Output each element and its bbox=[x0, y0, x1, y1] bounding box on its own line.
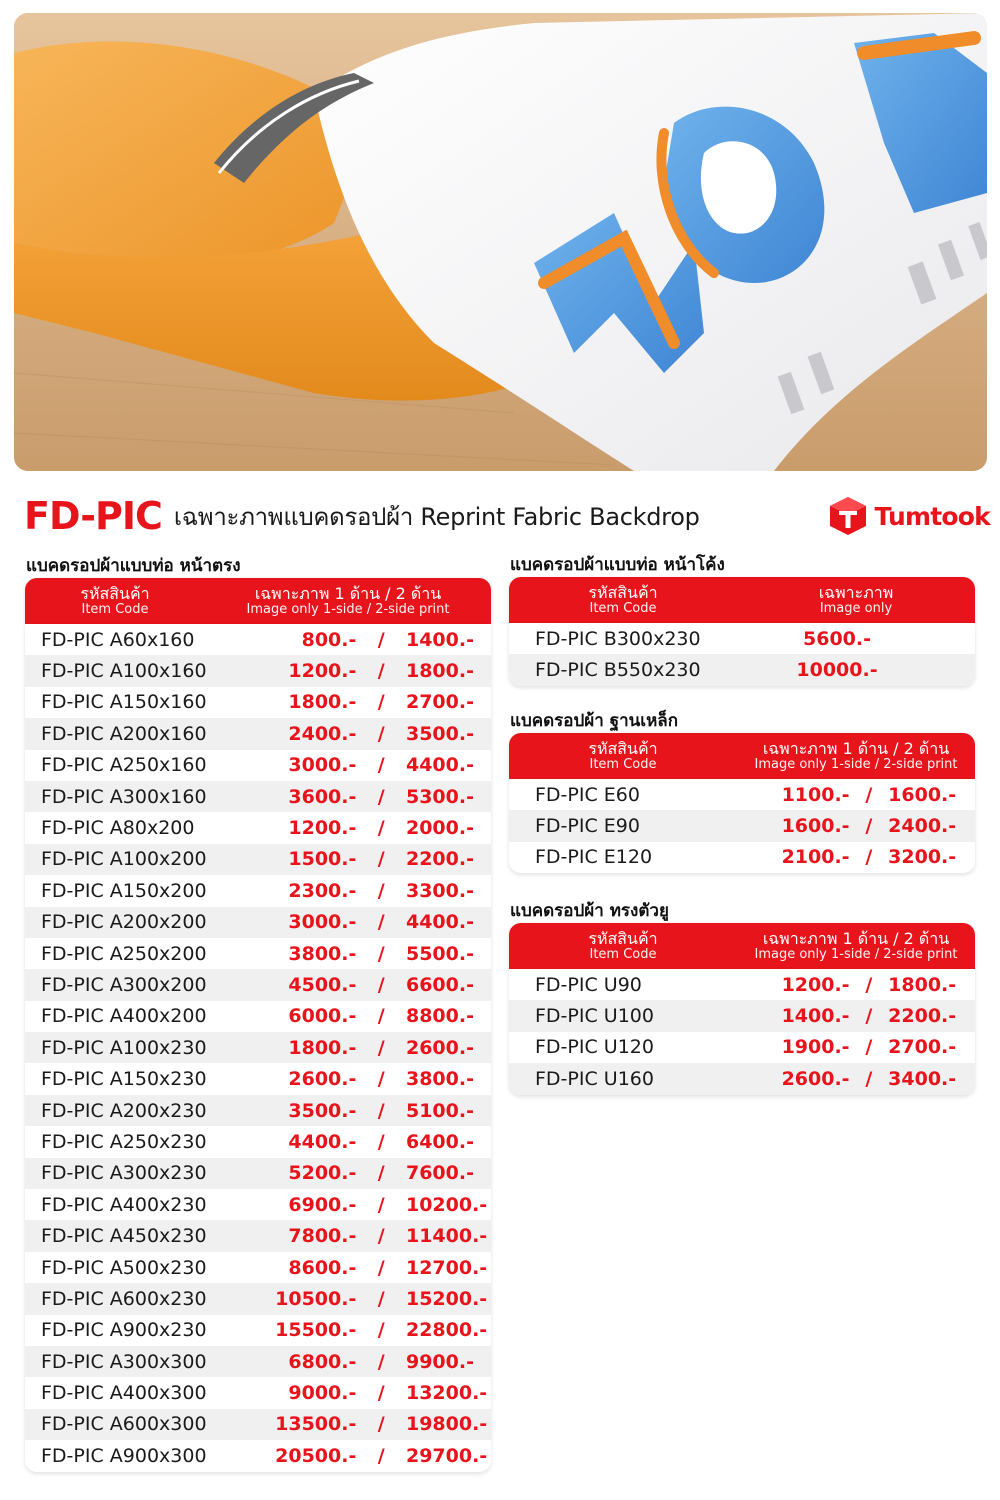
price-two-side: 2700.- bbox=[405, 691, 474, 714]
table-row bbox=[25, 969, 491, 1000]
price-separator: / bbox=[865, 783, 873, 806]
price-one-side: 8600.- bbox=[288, 1256, 357, 1279]
table-row bbox=[509, 654, 975, 685]
price-two-side: 8800.- bbox=[405, 1005, 474, 1028]
price-two-side: 4400.- bbox=[405, 754, 474, 777]
header-code-en: Item Code bbox=[589, 600, 657, 616]
price-two-side: 22800.- bbox=[405, 1319, 488, 1342]
header-price bbox=[205, 585, 491, 617]
table-row bbox=[25, 1001, 491, 1032]
price-two-side: 4400.- bbox=[405, 911, 474, 934]
item-code: FD-PIC A100x230 bbox=[41, 1036, 207, 1059]
table-row bbox=[25, 812, 491, 843]
price-separator: / bbox=[865, 1005, 873, 1028]
table-row bbox=[509, 969, 975, 1000]
price-separator: / bbox=[377, 1382, 385, 1405]
header-code-th: รหัสสินค้า bbox=[588, 739, 658, 759]
table-header bbox=[509, 733, 975, 779]
item-code: FD-PIC A300x200 bbox=[41, 973, 207, 996]
price-two-side: 1400.- bbox=[405, 628, 474, 651]
price-separator: / bbox=[377, 1319, 385, 1342]
item-code: FD-PIC A600x300 bbox=[41, 1413, 207, 1436]
price-one-side: 1900.- bbox=[781, 1036, 850, 1059]
header-price bbox=[737, 740, 975, 772]
price-separator: / bbox=[377, 1225, 385, 1248]
price-one-side: 1400.- bbox=[781, 1005, 850, 1028]
item-code: FD-PIC A400x230 bbox=[41, 1193, 207, 1216]
price-separator: / bbox=[377, 817, 385, 840]
table-row bbox=[509, 842, 975, 873]
item-code: FD-PIC A300x230 bbox=[41, 1162, 207, 1185]
price-table-ushape bbox=[509, 923, 975, 1095]
header-price-th: เฉพาะภาพ bbox=[818, 583, 894, 603]
price-one-side: 13500.- bbox=[275, 1413, 357, 1436]
header-price-en: Image only 1-side / 2-side print bbox=[754, 946, 958, 962]
table-row bbox=[25, 655, 491, 686]
price-two-side: 1600.- bbox=[888, 783, 957, 806]
price-separator: / bbox=[865, 1036, 873, 1059]
price-two-side: 2400.- bbox=[888, 815, 957, 838]
price-one-side: 10500.- bbox=[275, 1287, 357, 1310]
price-separator: / bbox=[865, 846, 873, 869]
price-one-side: 3000.- bbox=[288, 911, 357, 934]
price-separator: / bbox=[377, 722, 385, 745]
price-one-side: 3800.- bbox=[288, 942, 357, 965]
table-row bbox=[25, 1440, 491, 1471]
header-code-th: รหัสสินค้า bbox=[588, 929, 658, 949]
price-separator: / bbox=[377, 879, 385, 902]
price-separator: / bbox=[377, 1350, 385, 1373]
price-two-side: 6400.- bbox=[405, 1130, 474, 1153]
table-row bbox=[25, 1063, 491, 1094]
table-body bbox=[509, 779, 975, 873]
item-code: FD-PIC A200x200 bbox=[41, 911, 207, 934]
table-row bbox=[25, 624, 491, 655]
price-separator: / bbox=[377, 1193, 385, 1216]
header-code-en: Item Code bbox=[589, 946, 657, 962]
item-code: FD-PIC A100x160 bbox=[41, 660, 207, 683]
table-row bbox=[25, 938, 491, 969]
price-separator: / bbox=[377, 911, 385, 934]
price-two-side: 1800.- bbox=[888, 973, 957, 996]
brand-logo bbox=[827, 495, 990, 537]
price-separator: / bbox=[377, 848, 385, 871]
product-code-title: FD-PIC bbox=[24, 494, 162, 538]
price-one-side: 7800.- bbox=[288, 1225, 357, 1248]
table-row bbox=[25, 1189, 491, 1220]
price-separator: / bbox=[377, 942, 385, 965]
price-two-side: 13200.- bbox=[405, 1382, 488, 1405]
price-two-side: 7600.- bbox=[405, 1162, 474, 1185]
price-two-side: 5100.- bbox=[405, 1099, 474, 1122]
price-one-side: 1600.- bbox=[781, 815, 850, 838]
price-one-side: 6800.- bbox=[288, 1350, 357, 1373]
price-one-side: 1500.- bbox=[288, 848, 357, 871]
price-separator: / bbox=[377, 754, 385, 777]
table-row bbox=[509, 810, 975, 841]
item-code: FD-PIC B300x230 bbox=[535, 627, 701, 650]
price-table-curved bbox=[509, 577, 975, 686]
price-two-side: 5300.- bbox=[405, 785, 474, 808]
price-one-side: 15500.- bbox=[275, 1319, 357, 1342]
item-code: FD-PIC A250x200 bbox=[41, 942, 207, 965]
header-item-code bbox=[509, 740, 737, 772]
price-one-side: 1200.- bbox=[288, 660, 357, 683]
item-code: FD-PIC U90 bbox=[535, 973, 642, 996]
table-row bbox=[25, 1032, 491, 1063]
table-row bbox=[25, 907, 491, 938]
item-code: FD-PIC A600x230 bbox=[41, 1287, 207, 1310]
price-one-side: 5200.- bbox=[288, 1162, 357, 1185]
header-price-th: เฉพาะภาพ 1 ด้าน / 2 ด้าน bbox=[762, 739, 950, 759]
price-two-side: 11400.- bbox=[405, 1225, 488, 1248]
price-one-side: 20500.- bbox=[275, 1444, 357, 1467]
table-row bbox=[25, 781, 491, 812]
header-code-th: รหัสสินค้า bbox=[588, 583, 658, 603]
header-price-en: Image only 1-side / 2-side print bbox=[754, 756, 958, 772]
item-code: FD-PIC A300x300 bbox=[41, 1350, 207, 1373]
header-price-en: Image only 1-side / 2-side print bbox=[246, 601, 450, 617]
table-row bbox=[25, 1346, 491, 1377]
price-two-side: 15200.- bbox=[405, 1287, 488, 1310]
table-body bbox=[509, 969, 975, 1095]
section-title-straight: แบคดรอปผ้าแบบท่อ หน้าตรง bbox=[26, 556, 241, 576]
price-image-only: 10000.- bbox=[796, 659, 878, 682]
table-row bbox=[25, 875, 491, 906]
price-two-side: 10200.- bbox=[405, 1193, 488, 1216]
price-separator: / bbox=[865, 815, 873, 838]
price-two-side: 6600.- bbox=[405, 973, 474, 996]
tumtook-box-icon bbox=[827, 495, 869, 537]
item-code: FD-PIC A450x230 bbox=[41, 1225, 207, 1248]
price-one-side: 3000.- bbox=[288, 754, 357, 777]
price-one-side: 1800.- bbox=[288, 1036, 357, 1059]
price-separator: / bbox=[865, 1067, 873, 1090]
price-separator: / bbox=[377, 1099, 385, 1122]
price-separator: / bbox=[865, 973, 873, 996]
price-two-side: 3400.- bbox=[888, 1067, 957, 1090]
price-separator: / bbox=[377, 691, 385, 714]
item-code: FD-PIC A500x230 bbox=[41, 1256, 207, 1279]
section-title-ushape: แบคดรอปผ้า ทรงตัวยู bbox=[510, 901, 669, 921]
price-one-side: 3500.- bbox=[288, 1099, 357, 1122]
price-table-steel bbox=[509, 733, 975, 873]
price-two-side: 3800.- bbox=[405, 1068, 474, 1091]
table-row bbox=[25, 1220, 491, 1251]
hero-photo bbox=[14, 13, 987, 471]
item-code: FD-PIC A400x200 bbox=[41, 1005, 207, 1028]
item-code: FD-PIC U100 bbox=[535, 1005, 654, 1028]
header-price-th: เฉพาะภาพ 1 ด้าน / 2 ด้าน bbox=[762, 929, 950, 949]
price-two-side: 2200.- bbox=[888, 1005, 957, 1028]
price-one-side: 2400.- bbox=[288, 722, 357, 745]
title-bar bbox=[24, 488, 990, 544]
item-code: FD-PIC U120 bbox=[535, 1036, 654, 1059]
price-two-side: 29700.- bbox=[405, 1444, 488, 1467]
item-code: FD-PIC A150x230 bbox=[41, 1068, 207, 1091]
item-code: FD-PIC A80x200 bbox=[41, 817, 195, 840]
item-code: FD-PIC A900x230 bbox=[41, 1319, 207, 1342]
item-code: FD-PIC A400x300 bbox=[41, 1382, 207, 1405]
table-row bbox=[509, 1032, 975, 1063]
price-separator: / bbox=[377, 628, 385, 651]
price-two-side: 3300.- bbox=[405, 879, 474, 902]
price-separator: / bbox=[377, 1005, 385, 1028]
section-title-steel: แบคดรอปผ้า ฐานเหล็ก bbox=[510, 711, 678, 731]
table-row bbox=[25, 844, 491, 875]
table-row bbox=[25, 1095, 491, 1126]
price-separator: / bbox=[377, 1444, 385, 1467]
table-row bbox=[25, 687, 491, 718]
price-separator: / bbox=[377, 1068, 385, 1091]
price-one-side: 2100.- bbox=[781, 846, 850, 869]
price-two-side: 5500.- bbox=[405, 942, 474, 965]
price-one-side: 1200.- bbox=[781, 973, 850, 996]
price-one-side: 1800.- bbox=[288, 691, 357, 714]
table-row bbox=[25, 1158, 491, 1189]
header-price-th: เฉพาะภาพ 1 ด้าน / 2 ด้าน bbox=[254, 584, 442, 604]
price-one-side: 2300.- bbox=[288, 879, 357, 902]
header-price-en: Image only bbox=[819, 600, 893, 616]
item-code: FD-PIC A60x160 bbox=[41, 628, 195, 651]
price-two-side: 19800.- bbox=[405, 1413, 488, 1436]
price-one-side: 2600.- bbox=[781, 1067, 850, 1090]
table-row bbox=[25, 1315, 491, 1346]
header-code-th: รหัสสินค้า bbox=[80, 584, 150, 604]
price-two-side: 9900.- bbox=[405, 1350, 474, 1373]
price-two-side: 2600.- bbox=[405, 1036, 474, 1059]
table-header bbox=[509, 923, 975, 969]
table-row bbox=[25, 750, 491, 781]
header-code-en: Item Code bbox=[589, 756, 657, 772]
item-code: FD-PIC A100x200 bbox=[41, 848, 207, 871]
table-row bbox=[509, 1063, 975, 1094]
price-one-side: 3600.- bbox=[288, 785, 357, 808]
price-separator: / bbox=[377, 660, 385, 683]
price-one-side: 1100.- bbox=[781, 783, 850, 806]
table-row bbox=[25, 1283, 491, 1314]
item-code: FD-PIC A250x230 bbox=[41, 1130, 207, 1153]
price-separator: / bbox=[377, 785, 385, 808]
item-code: FD-PIC A300x160 bbox=[41, 785, 207, 808]
price-table-straight bbox=[25, 578, 491, 1472]
price-one-side: 4400.- bbox=[288, 1130, 357, 1153]
table-header bbox=[25, 578, 491, 624]
header-item-code bbox=[509, 584, 737, 616]
price-separator: / bbox=[377, 1413, 385, 1436]
price-separator: / bbox=[377, 973, 385, 996]
item-code: FD-PIC E90 bbox=[535, 815, 640, 838]
item-code: FD-PIC A200x230 bbox=[41, 1099, 207, 1122]
price-two-side: 3500.- bbox=[405, 722, 474, 745]
price-separator: / bbox=[377, 1287, 385, 1310]
table-row bbox=[25, 1409, 491, 1440]
price-two-side: 2200.- bbox=[405, 848, 474, 871]
item-code: FD-PIC A250x160 bbox=[41, 754, 207, 777]
brand-name: Tumtook bbox=[874, 501, 990, 531]
table-header bbox=[509, 577, 975, 623]
price-one-side: 6000.- bbox=[288, 1005, 357, 1028]
item-code: FD-PIC A150x200 bbox=[41, 879, 207, 902]
item-code: FD-PIC A150x160 bbox=[41, 691, 207, 714]
table-row bbox=[509, 623, 975, 654]
header-code-en: Item Code bbox=[81, 601, 149, 617]
price-one-side: 6900.- bbox=[288, 1193, 357, 1216]
price-two-side: 1800.- bbox=[405, 660, 474, 683]
price-two-side: 12700.- bbox=[405, 1256, 488, 1279]
price-two-side: 2000.- bbox=[405, 817, 474, 840]
price-one-side: 800.- bbox=[301, 628, 357, 651]
table-body bbox=[25, 624, 491, 1472]
section-title-curved: แบคดรอปผ้าแบบท่อ หน้าโค้ง bbox=[510, 555, 725, 575]
item-code: FD-PIC E120 bbox=[535, 846, 653, 869]
table-row bbox=[509, 779, 975, 810]
price-separator: / bbox=[377, 1130, 385, 1153]
item-code: FD-PIC B550x230 bbox=[535, 659, 701, 682]
price-one-side: 9000.- bbox=[288, 1382, 357, 1405]
price-separator: / bbox=[377, 1162, 385, 1185]
table-row bbox=[509, 1000, 975, 1031]
price-two-side: 3200.- bbox=[888, 846, 957, 869]
table-body bbox=[509, 623, 975, 686]
table-row bbox=[25, 1252, 491, 1283]
item-code: FD-PIC A200x160 bbox=[41, 722, 207, 745]
item-code: FD-PIC U160 bbox=[535, 1067, 654, 1090]
table-row bbox=[25, 718, 491, 749]
header-item-code bbox=[25, 585, 205, 617]
item-code: FD-PIC A900x300 bbox=[41, 1444, 207, 1467]
price-separator: / bbox=[377, 1256, 385, 1279]
table-row bbox=[25, 1126, 491, 1157]
price-one-side: 4500.- bbox=[288, 973, 357, 996]
item-code: FD-PIC E60 bbox=[535, 783, 640, 806]
header-price bbox=[737, 930, 975, 962]
product-description-title: เฉพาะภาพแบคดรอปผ้า Reprint Fabric Backdrop bbox=[173, 502, 700, 531]
price-two-side: 2700.- bbox=[888, 1036, 957, 1059]
price-one-side: 2600.- bbox=[288, 1068, 357, 1091]
fabric-backdrop-photo bbox=[14, 13, 987, 471]
price-separator: / bbox=[377, 1036, 385, 1059]
price-image-only: 5600.- bbox=[803, 627, 871, 650]
header-price bbox=[737, 584, 975, 616]
header-item-code bbox=[509, 930, 737, 962]
price-one-side: 1200.- bbox=[288, 817, 357, 840]
table-row bbox=[25, 1377, 491, 1408]
